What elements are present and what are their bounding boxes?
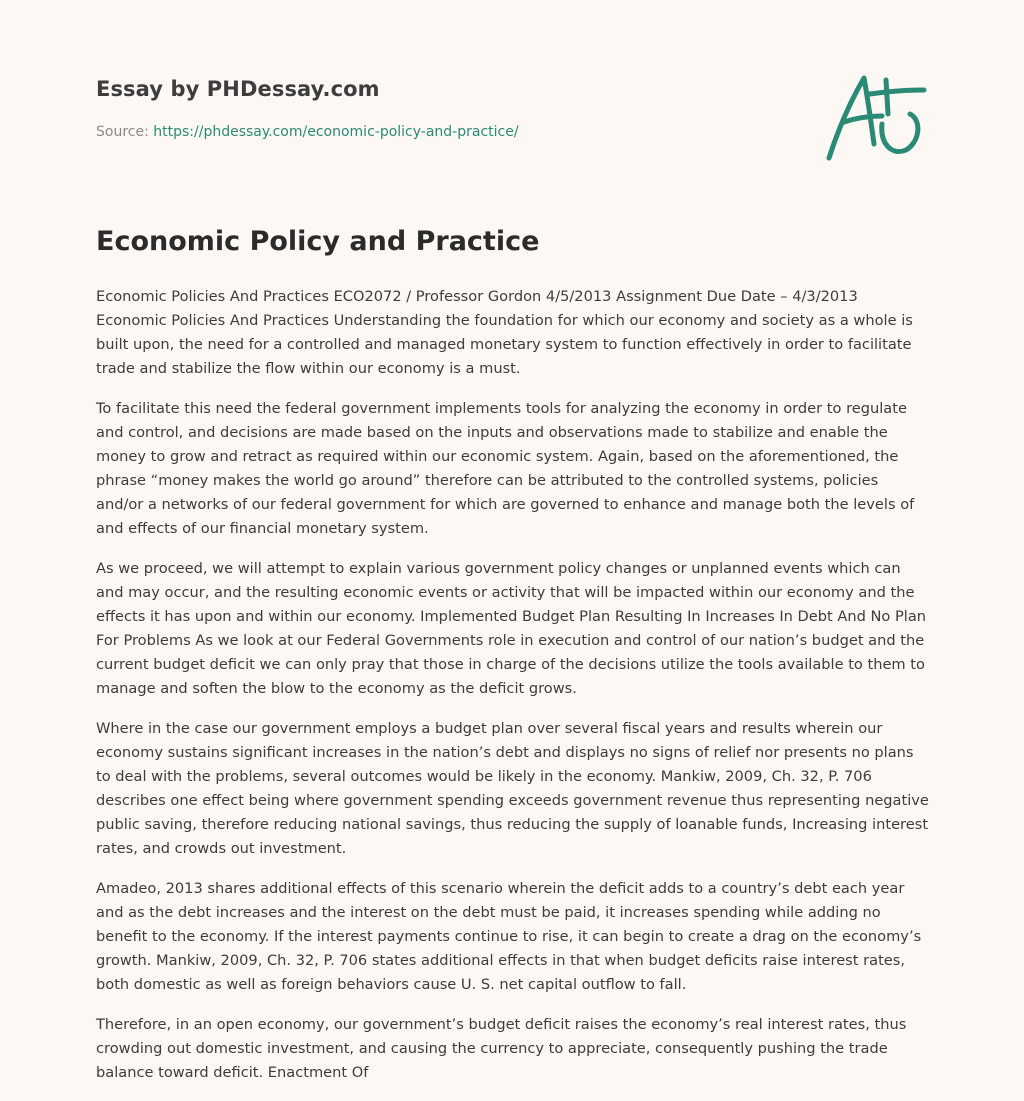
a-plus-logo-icon: [824, 70, 928, 164]
essay-paragraph: Therefore, in an open economy, our government’s budget deficit raises the economy’s real interest rates, thus crowding out domestic investment, and causing the currency to appreciate, consequently pushing the trade balance toward deficit. Enactment Of: [96, 1016, 907, 1081]
site-title: Essay by PHDessay.com: [96, 77, 380, 101]
essay-paragraph: To facilitate this need the federal government implements tools for analyzing the economy in order to regulate and control, and decisions are made based on the inputs and observations made to stabilize and enable the money to grow and retract as required within our economic system. Again, based on the aforementioned, the phrase “money makes the world go around” therefore can be attributed to the controlled systems, policies and/or a networks of our federal government for which are governed to enhance and manage both the levels of and effects of our financial monetary system.: [96, 400, 915, 537]
essay-body: [96, 285, 930, 1101]
source-link[interactable]: https://phdessay.com/economic-policy-and-practice/: [153, 124, 519, 140]
essay-title: Economic Policy and Practice: [96, 226, 540, 257]
source-label: Source:: [96, 124, 154, 140]
essay-paragraph: Where in the case our government employs a budget plan over several fiscal years and results wherein our economy sustains significant increases in the nation’s debt and displays no signs of relief nor presents no plans to deal with the problems, several outcomes would be likely in the economy. Mankiw, 2009, Ch. 32, P. 706 describes one effect being where government spending exceeds government revenue thus representing negative public saving, therefore reducing national savings, thus reducing the supply of loanable funds, Increasing interest rates, and crowds out investment.: [96, 720, 929, 857]
essay-paragraph: Amadeo, 2013 shares additional effects of this scenario wherein the deficit adds to a country’s debt each year and as the debt increases and the interest on the debt must be paid, it increases spending while adding no benefit to the economy. If the interest payments continue to rise, it can begin to create a drag on the economy’s growth. Mankiw, 2009, Ch. 32, P. 706 states additional effects in that when budget deficits raise interest rates, both domestic as well as foreign behaviors cause U. S. net capital outflow to fall.: [96, 880, 922, 993]
essay-paragraph: As we proceed, we will attempt to explain various government policy changes or unplanned events which can and may occur, and the resulting economic events or activity that will be impacted within our economy and the effects it has upon and within our economy. Implemented Budget Plan Resulting In Increases In Debt And No Plan For Problems As we look at our Federal Governments role in execution and control of our nation’s budget and the current budget deficit we can only pray that those in charge of the decisions utilize the tools available to them to manage and soften the blow to the economy as the deficit grows.: [96, 560, 927, 697]
essay-paragraph: Economic Policies And Practices ECO2072 / Professor Gordon 4/5/2013 Assignment Due Date – 4/3/2013 Economic Policies And Practices Understanding the foundation for which our economy and society as a whole is built upon, the need for a controlled and managed monetary system to function effectively in order to facilitate trade and stabilize the flow within our economy is a must.: [96, 288, 913, 377]
source-line: [96, 124, 519, 140]
